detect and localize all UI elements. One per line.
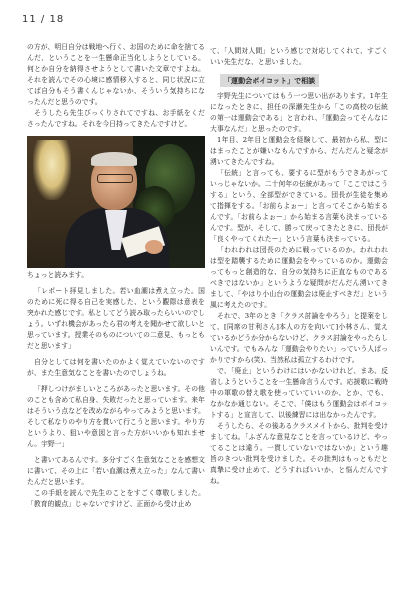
paragraph: 1年目、2年目と運動会を経験して、最初から私、型にはまったことが嫌いなもんですから、だんだんと疑念が湧いてきたんですね。 xyxy=(210,136,388,166)
paragraph: 「われわれは団長のために戦っているのか。われわれは型を踏襲するために運動会をやっているのか。運動会ってもっと創造的な、自分の気持ちに正直なものであるべきではないか」というような疑問がだんだん湧いてきまして、「やはり小山台の運動会は廃止すべきだ」という風に考えたのです。 xyxy=(210,246,388,309)
paragraph: で、「廃止」というわけにはいかないけれど、まあ、反省しようということを一生懸命言うんです。応援歌に戦時中の軍歌の替え歌を使っていていいのか、とか、でも、なかなか通じない。そこで、「僕はもう運動会はボイコットする」と宣言して、以後練習には出なかったんです。 xyxy=(210,367,388,419)
section-heading: 「運動会ボイコット」で相談 xyxy=(220,74,319,87)
paragraph: この手紙を読んで先生のことをすごく尊敬しました。「教育的観点」じゃないですけど、正面から受け止め xyxy=(27,489,205,508)
paragraph: の方が、明日自分は戦地へ行く、お国のために命を捨てるんだ、ということを一生懸命正当化しようとしている。何とか自分を納得させようとして書いた文章ですよね。それを読んでその心境に感情移入すると、同じ状況に立てば自分もそう書くんじゃないか、そういう気持ちになったんだと思うのです。 xyxy=(27,43,205,106)
lamp-light xyxy=(33,140,71,200)
speaker-glasses xyxy=(97,174,133,183)
paragraph: て、「人間対人間」という感じで対応してくれて、すごくいい先生だな、と思いました。 xyxy=(210,47,388,66)
speaker-hair xyxy=(91,152,137,166)
paragraph: そうしたら、その後あるクラスメイトから、批判を受けましてね。「ふざんな意見なことを言っているけど、やってることは違う。一貫していないではないか」という趣旨のきつい批判を受けました。その批判はもっともだと真摯に受け止めて、どうすればいいか、と悩んだんですね。 xyxy=(210,422,388,485)
paragraph: 「伝統」と言っても、要するに型がもうできあがっていっじゃないか。二十何年の伝統があって「ここではこうする」という、全部型ができている。団長が生徒を集めて指揮をする。「お前らよぉー」と言ってそこから始まるんです。「お前らよぉー」から始まる言葉も決まっているんです。型が、そして、勝って戻ってきたときに、団長が「良くやってくれたー」という言葉も決まっている。 xyxy=(210,169,388,243)
paragraph: と書いてあるんです。多分すごく生意気なことを感想文に書いて、その上に「若い血潮は煮え立った」なんて書いたんだと思います。 xyxy=(27,456,205,486)
paragraph: 自分としては何を書いたのかよく覚えていないのですが、また生意気なことを書いたのでしょうね。 xyxy=(27,358,205,377)
photo-caption: ちょっと読みます。 xyxy=(27,271,89,279)
paragraph: 「レポート拝見しました。若い血潮は煮え立った。国のために死に得る自己を実感した、という觀際は意表を突かれた感じです。私としてどう読み取ったらいいのでしょう。いずれ機会があったら君の考えを聞かせて欲しいと思っています。授業そのものについての二意見、もっともだと思います」 xyxy=(27,287,205,350)
paragraph: 宇野先生についてはもう一つ思い出があります。1年生になったときに、担任の深瀬先生から「この高校の伝統の第一は運動会である」と言われ、「運動会ってそんなに大事なんだ」と思ったのです。 xyxy=(210,92,388,133)
paragraph: そうしたら先生びっくりされてですね、お手紙をくださったんですね。それを今日持ってきたんですけど。 xyxy=(27,109,205,128)
right-column xyxy=(210,46,388,487)
speaker-hand xyxy=(145,240,163,254)
paragraph: 「押しつけがましいところがあったと思います。その他のことも含めて私自身、失敗だったと思っています。来年はそういう点などを改めながらやってみようと思います。そして私なりのやり方を貫いて行こうと思います。やり方というより、狙いや意図と言った方がいいかも知れません。宇野一」 xyxy=(27,385,205,448)
paragraph: それで、3年のとき「クラス討論をやろう」と提案をして、[同席の甘利さん]本人の方を向いて]小林さん、覚えているかどうか分からないけど、クラス討論をやったらしいんです。でもみんな「運動会やりたい」っていう人ばっかりですから(笑)、当然私は孤立するわけです。 xyxy=(210,312,388,364)
page-number: 11 / 18 xyxy=(22,14,65,25)
left-column xyxy=(27,42,205,510)
speaker-photo xyxy=(27,136,205,268)
